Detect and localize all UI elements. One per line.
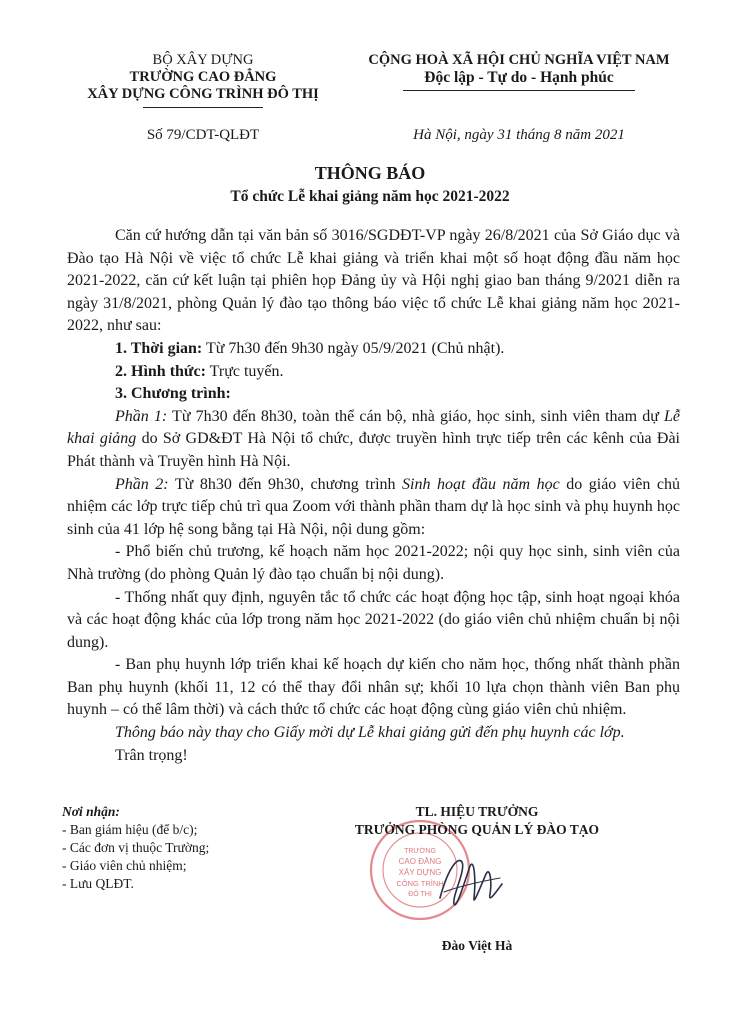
item-program-label: 3. Chương trình: bbox=[115, 385, 231, 403]
nation-name: CỘNG HOÀ XÃ HỘI CHỦ NGHĨA VIỆT NAM bbox=[368, 52, 670, 68]
national-header bbox=[356, 52, 682, 91]
seal-text-line: XÂY DỰNG bbox=[398, 868, 442, 877]
header-right-underline bbox=[403, 90, 635, 91]
national-motto: Độc lập - Tự do - Hạnh phúc bbox=[424, 69, 614, 86]
signature-authority: TL. HIỆU TRƯỞNG bbox=[415, 804, 539, 819]
content-bullet-1: - Phổ biến chủ trương, kế hoạch năm học 2021-2022; nội quy học sinh, sinh viên của Nhà trường (do phòng Quản lý đào tạo chuẩn bị nội dung). bbox=[67, 543, 680, 583]
document-body bbox=[67, 225, 680, 767]
seal-text-line: CÔNG TRÌNH bbox=[396, 879, 444, 888]
seal-text-line: CAO ĐẲNG bbox=[398, 857, 442, 866]
part2-label: Phần 2: bbox=[115, 475, 169, 493]
recipients-block bbox=[62, 803, 312, 893]
part2-text-a: Từ 8h30 đến 9h30, chương trình bbox=[168, 475, 403, 493]
part2-emphasis: Sinh hoạt đầu năm học bbox=[402, 475, 560, 493]
closing-note bbox=[67, 722, 680, 745]
ministry-name: BỘ XÂY DỰNG bbox=[152, 52, 254, 68]
handwritten-signature-icon bbox=[430, 848, 510, 918]
recipient-item: - Giáo viên chủ nhiệm; bbox=[62, 858, 187, 873]
document-subtitle: Tổ chức Lễ khai giảng năm học 2021-2022 bbox=[230, 188, 510, 205]
seal-text-line: ĐÔ THỊ bbox=[408, 891, 432, 898]
item-format-label: 2. Hình thức: bbox=[115, 362, 206, 380]
item-format-text: Trực tuyến. bbox=[205, 362, 284, 380]
part2-paragraph bbox=[67, 474, 680, 542]
recipient-item: - Lưu QLĐT. bbox=[62, 876, 134, 891]
regards: Trân trọng! bbox=[115, 746, 188, 764]
content-bullet-2: - Thống nhất quy định, nguyên tắc tổ chức các hoạt động học tập, sinh hoạt ngoại khóa và các hoạt động khác của lớp trong năm học 2021-2022 (do giáo viên chủ nhiệm chuẩn bị nội dung). bbox=[67, 588, 680, 651]
signer-name: Đào Việt Hà bbox=[441, 938, 513, 953]
school-name-line2: XÂY DỰNG CÔNG TRÌNH ĐÔ THỊ bbox=[87, 86, 319, 102]
part1-paragraph bbox=[67, 406, 680, 474]
signature-block bbox=[352, 803, 602, 839]
part1-text-b: do Sở GD&ĐT Hà Nội tổ chức, được truyền hình trực tiếp trên các kênh của Đài Phát thành và Truyền hình Hà Nội. bbox=[67, 430, 680, 470]
recipient-item: - Ban giám hiệu (để b/c); bbox=[62, 822, 198, 837]
item-time-label: 1. Thời gian: bbox=[115, 339, 203, 357]
signature-position: TRƯỞNG PHÒNG QUẢN LÝ ĐÀO TẠO bbox=[354, 822, 600, 837]
item-time bbox=[67, 338, 680, 361]
item-program bbox=[67, 383, 680, 406]
part1-emphasis: Lễ khai giảng bbox=[67, 407, 680, 448]
part1-label: Phần 1: bbox=[115, 407, 168, 425]
content-bullet-3: - Ban phụ huynh lớp triển khai kế hoạch dự kiến cho năm học, thống nhất thành phần Ban phụ huynh (khối 11, 12 có thể thay đổi nhân sự; khối 10 lựa chọn thành viên Ban phụ huynh – có thể lâm thời) và cách thức tổ chức các hoạt động cùng giáo viên chủ nhiệm. bbox=[67, 656, 680, 719]
intro-paragraph: Căn cứ hướng dẫn tại văn bản số 3016/SGDĐT-VP ngày 26/8/2021 của Sở Giáo dục và Đào tạo Hà Nội về việc tổ chức Lễ khai giảng và triển khai một số hoạt động đầu năm học 2021-2022, căn cứ kết luận tại phiên họp Đảng ủy và Hội nghị giao ban tháng 9/2021 diễn ra ngày 31/8/2021, phòng Quản lý đào tạo thông báo việc tổ chức Lễ khai giảng năm học 2021-2022, như sau: bbox=[67, 227, 680, 335]
part2-text-b: do giáo viên chủ nhiệm các lớp trực tiếp chủ trì qua Zoom với thành phần tham dự là học sinh và phụ huynh học sinh của 41 lớp hệ song bằng tại Hà Nội, nội dung gồm: bbox=[67, 475, 681, 538]
document-number: Số 79/CDT-QLĐT bbox=[146, 127, 260, 143]
recipients-label: Nơi nhận: bbox=[62, 804, 120, 819]
seal-text-line: TRƯỜNG bbox=[404, 848, 436, 855]
issuer-header bbox=[62, 52, 344, 108]
item-time-text: Từ 7h30 đến 9h30 ngày 05/9/2021 (Chủ nhật). bbox=[202, 339, 505, 357]
document-title: THÔNG BÁO bbox=[314, 163, 426, 183]
closing-note-text: Thông báo này thay cho Giấy mời dự Lễ khai giảng gửi đến phụ huynh các lớp. bbox=[115, 724, 625, 742]
school-name-line1: TRƯỜNG CAO ĐẲNG bbox=[129, 69, 277, 85]
recipient-item: - Các đơn vị thuộc Trường; bbox=[62, 840, 210, 855]
part1-text-a: Từ 7h30 đến 8h30, toàn thể cán bộ, nhà giáo, học sinh, sinh viên tham dự bbox=[167, 407, 664, 425]
date-line: Hà Nội, ngày 31 tháng 8 năm 2021 bbox=[413, 127, 625, 143]
item-format bbox=[67, 361, 680, 384]
header-left-underline bbox=[143, 107, 263, 108]
